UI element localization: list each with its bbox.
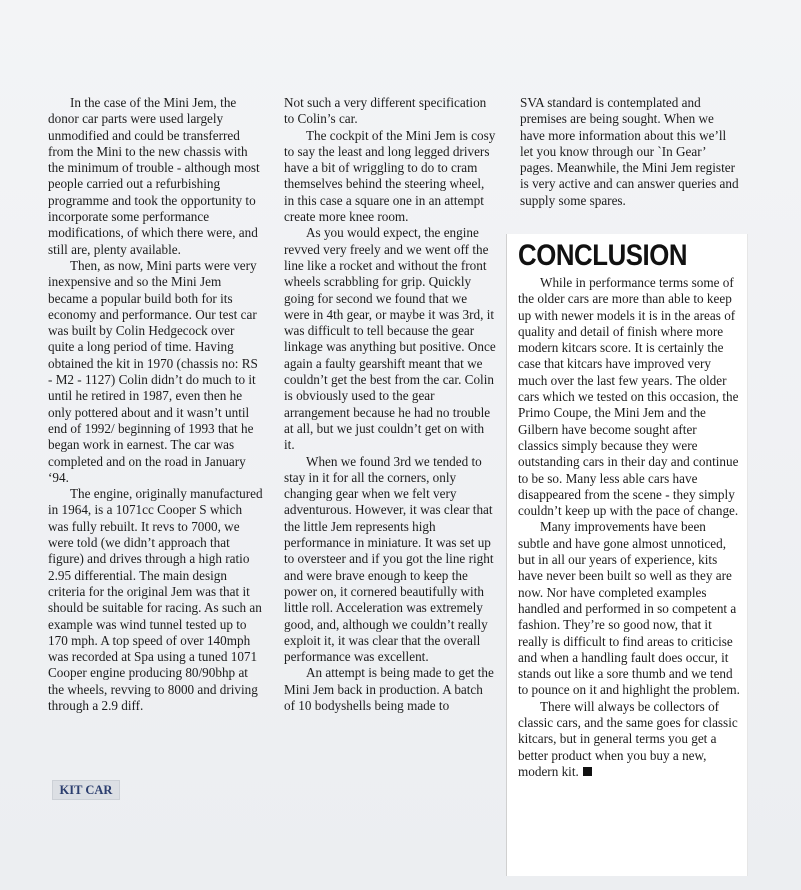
paragraph: Many improvements have been subtle and have gone almost unnoticed, but in all our years of experience, kits have never been built so well as they are now. Nor have completed examples handled and performed in so competent a fashion. They’re so good now, that it really is difficult to find areas to criticise and when a handling fault does occur, it stands out like a sore thumb and we tend to pounce on it and highlight the problem.: [518, 519, 740, 698]
paragraph: The cockpit of the Mini Jem is cosy to say the least and long legged drivers have a bit of wriggling to do to cram themselves behind the steering wheel, in this case a square one in an attempt create more knee room.: [284, 127, 496, 225]
paragraph-text: There will always be collectors of classic cars, and the same goes for classic kitcars, but in general terms you get a better product when you buy a new, modern kit.: [518, 698, 738, 779]
paragraph: As you would expect, the engine revved very freely and we went off the line like a rocket and without the front wheels scrabbling for grip. Quickly going for second we found that we were in 4th gear, or maybe it was 3rd, it was difficult to tell because the gear linkage was anything but positive. Once again a faulty gearshift meant that we couldn’t get the best from the car. Colin is obviously used to the gear arrangement because he had no trouble at all, but we just couldn’t get on with it.: [284, 225, 496, 453]
article-column-1: [48, 95, 264, 714]
conclusion-heading: CONCLUSION: [518, 239, 688, 272]
paragraph: When we found 3rd we tended to stay in it for all the corners, only changing gear when we felt very adventurous. However, it was clear that the little Jem represents high performance in miniature. It was set up to oversteer and if you got the line right and were brave enough to keep the power on, it cornered beautifully with little roll. Acceleration was extremely good, and, although we couldn’t really exploit it, it was clear that the overall performance was excellent.: [284, 453, 494, 665]
paragraph: The engine, originally manufactured in 1964, is a 1071cc Cooper S which was fully rebuilt. It revs to 7000, we were told (we didn’t approach that figure) and drives through a high ratio 2.95 differential. The main design criteria for the original Jem was that it should be suitable for racing. As such an example was wind tunnel tested up to 170 mph. A top speed of over 140mph was recorded at Spa using a tuned 1071 Cooper engine producing 80/90bhp at the wheels, revving to 8000 and driving through a 2.9 diff.: [48, 486, 263, 713]
paragraph: In the case of the Mini Jem, the donor car parts were used largely unmodified and could be transferred from the Mini to the new chassis with the minimum of trouble - although most people carried out a refurbishing programme and took the opportunity to incorporate some performance modifications, of which there were, and still are, plenty available.: [48, 95, 260, 257]
magazine-footer-label: KIT CAR: [52, 780, 120, 800]
conclusion-text: [518, 275, 740, 780]
paragraph: An attempt is being made to get the Mini Jem back in production. A batch of 10 bodyshells being made to: [284, 665, 494, 713]
paragraph: Then, as now, Mini parts were very inexpensive and so the Mini Jem became a popular build both for its economy and performance. Our test car was built by Colin Hedgecock over quite a long period of time. Having obtained the kit in 1970 (chassis no: RS - M2 - 1127) Colin didn’t do much to it until he retired in 1987, even then he only pottered about and it wasn’t until end of 1992/ beginning of 1993 that he began work in earnest. The car was completed and on the road in January ‘94.: [48, 257, 258, 485]
paragraph: SVA standard is contemplated and premises are being sought. When we have more information about this we’ll let you know through our `In Gear’ pages. Meanwhile, the Mini Jem register is very active and can answer queries and supply some spares.: [520, 95, 739, 208]
paragraph: While in performance terms some of the older cars are more than able to keep up with newer models it is in the areas of quality and detail of finish where more modern kitcars score. It is certainly the case that kitcars have improved very much over the last few years. The older cars which we tested on this occasion, the Primo Coupe, the Mini Jem and the Gilbern have become sought after classics simply because they were outstanding cars in their day and continue to be so. Many less able cars have disappeared from the scene - they simply couldn’t keep up with the pace of change.: [518, 275, 739, 519]
article-column-3: [520, 95, 740, 209]
end-of-article-square-icon: [583, 767, 592, 776]
paragraph: Not such a very different specification to Colin’s car.: [284, 95, 487, 127]
article-column-2: [284, 95, 496, 714]
paragraph: [518, 699, 740, 780]
